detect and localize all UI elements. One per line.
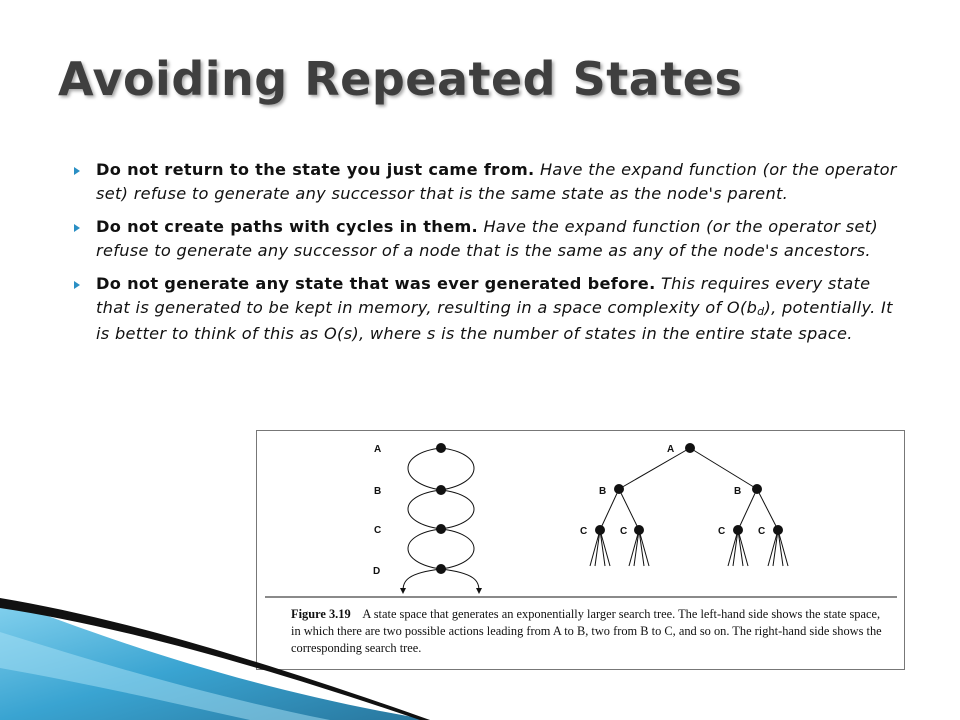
tree-label: C	[620, 526, 628, 537]
slide-title: Avoiding Repeated States	[58, 52, 743, 106]
tree-label: B	[599, 486, 607, 497]
bullet-detail: Have the expand function (or the operator set) refuse to generate any successor that is the same state as the node's parent.	[96, 160, 897, 203]
caption-text: A state space that generates an exponentially larger search tree. The left-hand side shows the state space, in which there are two possible actions leading from A to B, two from B to C, and so on. The right-hand side shows the corresponding search tree.	[291, 607, 882, 655]
tree-label: C	[758, 526, 766, 537]
tree-label: A	[667, 444, 675, 455]
bullet-lead: Do not generate any state that was ever generated before.	[96, 274, 656, 293]
tree-label: C	[718, 526, 726, 537]
state-label: A	[374, 444, 382, 455]
bullet-detail: Have the expand function (or the operator set) refuse to generate any successor of a node that is the same as any of the node's ancestors.	[96, 217, 878, 260]
tree-label: B	[734, 486, 742, 497]
caption-label: Figure 3.19	[291, 607, 351, 621]
state-label: D	[373, 566, 381, 577]
tree-label: C	[580, 526, 588, 537]
subscript-d: d	[757, 305, 765, 318]
bullet-detail-part: ), potentially. It is better to think of this as O(s), where s is the number of states in the entire state space.	[96, 298, 893, 343]
bullet-lead: Do not create paths with cycles in them.	[96, 217, 478, 236]
bullet-detail-part: This requires every state that is generated to be kept in memory, resulting in a space complexity of O(b	[96, 274, 871, 317]
state-label: B	[374, 486, 382, 497]
bullet-lead: Do not return to the state you just came from.	[96, 160, 535, 179]
state-label: C	[374, 525, 382, 536]
